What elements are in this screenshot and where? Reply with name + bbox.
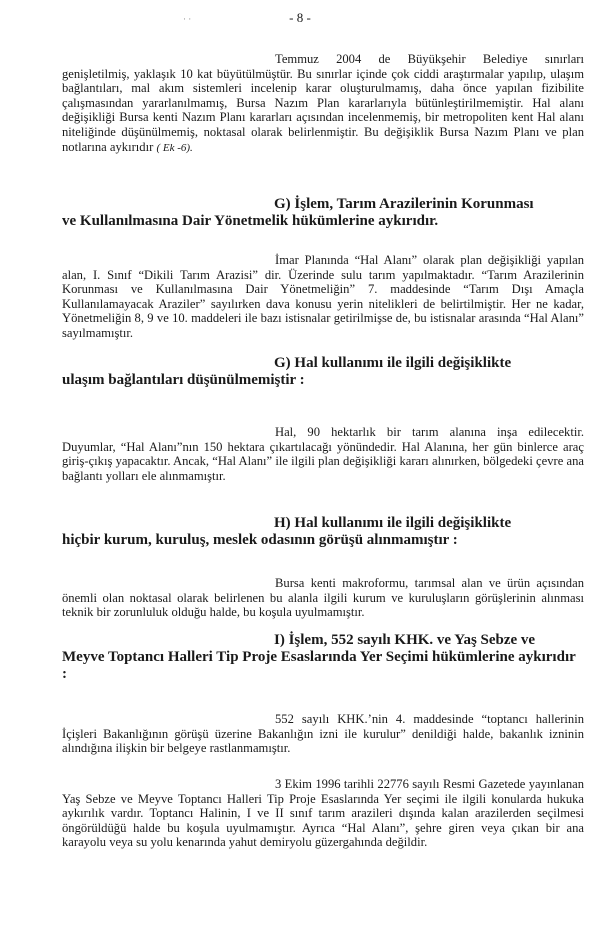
heading-line: G) Hal kullanımı ile ilgili değişiklikte <box>274 355 512 371</box>
heading-line: I) İşlem, 552 sayılı KHK. ve Yaş Sebze ve <box>274 632 536 648</box>
page-number: - 8 - <box>289 10 311 25</box>
scan-speck: · · <box>183 14 192 24</box>
heading-line: G) İşlem, Tarım Arazilerinin Korunması <box>274 196 534 212</box>
paragraph-text: 552 sayılı KHK.’nin 4. maddesinde “toptancı hallerinin İçişleri Bakanlığının görüşü üzerine Bakanlığın izni ile kurulur” denildiği halde, bakanlık izninin alındığına ilişkin bir belgeye rastlanmamıştır. <box>62 712 584 756</box>
heading-line: ve Kullanılmasına Dair Yönetmelik hükümlerine aykırıdır. <box>62 213 439 229</box>
paragraph-text: Temmuz 2004 de Büyükşehir Belediye sınırları genişletilmiş, yaklaşık 10 kat büyütülmüştür. Bu sınırlar içinde çok ciddi araştırmalar yapılıp, ulaşım bağlantıları, mal akım sistemleri incelenip karar oluşturulmamış, daha önce yapılan fizibilite çalışmasından yararlanılmamış, Bursa Nazım Plan kararlarıyla bütünleştirilmemiştir. Hal alanı değişikliği Bursa kenti Nazım Planı kararları açısından incelenmemiş, bir metropoliten kent Hal alanı niteliğinde düşünülmemiş, noktasal olarak belirlenmiştir. Bu değişiklik Bursa Nazım Planı ve plan notlarına aykırıdır <box>62 52 584 154</box>
paragraph-kurum <box>62 576 584 620</box>
annex-reference: ( Ek -6). <box>156 141 193 154</box>
paragraph-resmi-gazete <box>62 777 584 850</box>
paragraph-nazim-plan <box>62 52 584 155</box>
paragraph-text: Bursa kenti makroformu, tarımsal alan ve ürün açısından önemli olan noktasal olarak belirlenen bu alanla ilgili kurum ve kuruluşların görüşlerinin alınması teknik bir zorunluluk olduğu halde, bu koşula uyulmamıştır. <box>62 576 584 620</box>
heading-line: H) Hal kullanımı ile ilgili değişiklikte <box>274 515 512 531</box>
heading-line: Meyve Toptancı Halleri Tip Proje Esaslarında Yer Seçimi hükümlerine aykırıdır : <box>62 649 576 682</box>
heading-line: ulaşım bağlantıları düşünülmemiştir : <box>62 372 305 388</box>
paragraph-khk <box>62 712 584 756</box>
paragraph-text: 3 Ekim 1996 tarihli 22776 sayılı Resmi Gazetede yayınlanan Yaş Sebze ve Meyve Toptancı Halleri Tip Proje Esaslarında Yer seçimi ile ilgili konularda hukuka aykırılık vardır. Toptancı Halinin, I ve II sınıf tarım arazileri dışında kalan arazilerden seçilmesi öngörüldüğü halde bu koşula uyulmamıştır. Ayrıca “Hal Alanı”, şehre giren veya çıkan bir ana karayolu veya su yolu kenarında yahut demiryolu güzergahında değildir. <box>62 777 584 850</box>
paragraph-text: Hal, 90 hektarlık bir tarım alanına inşa edilecektir. Duyumlar, “Hal Alanı”nın 150 hektara çıkartılacağı yönündedir. Hal Alanına, her gün binlerce araç giriş-çıkış yapacaktır. Ancak, “Hal Alanı” ile ilgili plan değişikliği kararı alınırken, bölgedeki çevre ana bağlantı yolları ele alınmamıştır. <box>62 425 584 483</box>
heading-line: hiçbir kurum, kuruluş, meslek odasının görüşü alınmamıştır : <box>62 532 458 548</box>
paragraph-ulasim <box>62 425 584 483</box>
paragraph-text: İmar Planında “Hal Alanı” olarak plan değişikliği yapılan alan, I. Sınıf “Dikili Tarım Arazisi” dir. Üzerinde sulu tarım yapılmaktadır. “Tarım Arazilerinin Korunması ve Kullanılmasına Dair Yönetmeliğin” 7. maddesinde “Tarım Dışı Amaçla Kullanılamayacak Araziler” sayılırken dava konusu yerin nitelikleri de belirtilmiştir. Her ne kadar, Yönetmeliğin 8, 9 ve 10. maddeleri ile bazı istisnalar getirilmişse de, bu istisnalar arasında “Hal Alanı” sayılmamıştır. <box>62 253 584 340</box>
paragraph-tarim-arazisi <box>62 253 584 341</box>
heading-g-ulasim <box>62 355 584 389</box>
heading-h-kurum <box>62 515 584 549</box>
heading-g-tarim <box>62 196 584 230</box>
heading-i-khk <box>62 632 584 683</box>
